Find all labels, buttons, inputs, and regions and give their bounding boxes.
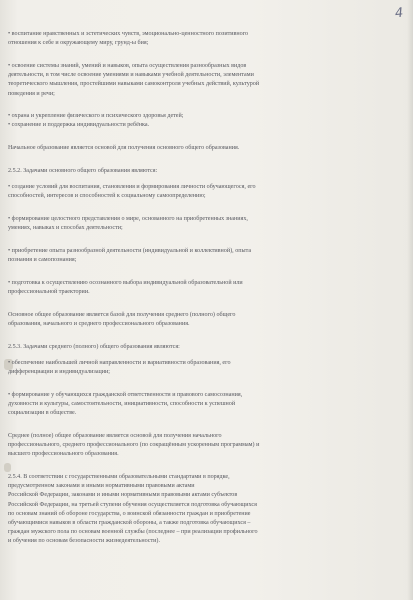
text-line: дифференциации и индивидуализации;	[8, 368, 110, 375]
text-line: по основам знаний об обороне государства, о воинской обязанности граждан и приобретение	[8, 510, 251, 517]
document-body	[8, 30, 400, 560]
text-line: Среднее (полное) общее образование является основой для получения начального	[8, 432, 222, 439]
text-line: профессиональной траектории.	[8, 288, 90, 295]
paragraph	[8, 183, 400, 201]
text-line: • воспитание нравственных и эстетических чувств, эмоционально-ценностного позитивного	[8, 31, 249, 37]
text-line: профессионального, среднего профессионального (по сокращённым ускоренным программам) и	[8, 441, 260, 448]
paragraph	[8, 247, 400, 265]
text-line: Российской Федерации, законами и иными нормативными правовыми актами субъектов	[8, 492, 238, 499]
section-heading	[8, 167, 400, 176]
text-line: • обеспечение наибольшей личной направленности и вариативности образования, его	[8, 359, 231, 366]
text-line: 2.5.2. Задачами основного общего образования являются:	[8, 167, 158, 174]
text-line: Начальное образование является основой для получения основного общего образования.	[8, 145, 240, 152]
text-line: • формирование у обучающихся гражданской ответственности и правового самосознания,	[8, 391, 243, 398]
text-line: • освоение системы знаний, умений и навыков, опыта осуществления разнообразных видов	[8, 62, 247, 69]
text-line: • охрана и укрепление физического и психического здоровья детей;	[8, 113, 184, 120]
text-line: духовности и культуры, самостоятельности, инициативности, способности к успешной	[8, 400, 236, 407]
text-line: познания и самопознания;	[8, 257, 77, 264]
text-line: • создание условий для воспитания, становления и формирования личности обучающегося, его	[8, 184, 256, 191]
text-line: • подготовка к осуществлению осознанного выбора индивидуальной образовательной или	[8, 279, 243, 286]
text-line: граждан мужского пола по основам военной службы (последнее – при реализации профильного	[8, 529, 258, 536]
text-line: 2.5.4. В соответствии с государственными образовательными стандартами в порядке,	[8, 473, 230, 480]
text-line: деятельности, в том числе освоение умениями и навыками учебной деятельности, элементами	[8, 72, 254, 79]
paragraph	[8, 391, 400, 419]
text-line: и обучения по основам безопасности жизнедеятельности).	[8, 538, 160, 545]
text-line: Основное общее образование является базой для получения среднего (полного) общего	[8, 311, 236, 318]
paragraph	[8, 62, 400, 99]
text-line: социализации в обществе.	[8, 410, 77, 417]
paragraph	[8, 215, 400, 233]
paragraph	[8, 359, 400, 377]
text-line: предусмотренном законами и иными нормативными правовыми актами	[8, 483, 195, 490]
text-line: Российской Федерации, на третьей ступени обучения осуществляется подготовка обучающихся	[8, 501, 257, 508]
text-line: теоретического мышления, простейшими навыками самоконтроля учебных действий, культурой	[8, 81, 260, 88]
text-line: поведения и речи;	[8, 90, 55, 97]
paragraph	[8, 144, 400, 153]
text-line: • сохранение и поддержка индивидуальности ребёнка.	[8, 122, 150, 129]
text-line: обучающимися навыков в области гражданской обороны, а также подготовка обучающихся –	[8, 519, 251, 526]
paragraph	[8, 311, 400, 329]
text-line: отношения к себе и окружающему миру, грунд-ы бия;	[8, 40, 149, 47]
paragraph	[8, 279, 400, 297]
paragraph	[8, 432, 400, 460]
handwritten-page-number: 4	[393, 5, 404, 22]
text-line: 2.5.3. Задачами среднего (полного) общего образования являются:	[8, 343, 180, 350]
paragraph	[8, 112, 400, 130]
paragraph	[8, 473, 400, 547]
text-line: • формирование целостного представления о мире, основанного на приобретенных знаниях,	[8, 215, 248, 222]
paragraph	[8, 30, 400, 48]
section-heading	[8, 343, 400, 352]
text-line: • приобретение опыта разнообразной деятельности (индивидуальной и коллективной), опыта	[8, 247, 252, 254]
text-line: способностей, интересов и способностей к социальному самоопределению;	[8, 193, 206, 200]
text-line: образования, начального и среднего профессионального образования.	[8, 320, 190, 327]
text-line: умениях, навыках и способах деятельности;	[8, 225, 123, 232]
text-line: высшего профессионального образования.	[8, 451, 119, 458]
